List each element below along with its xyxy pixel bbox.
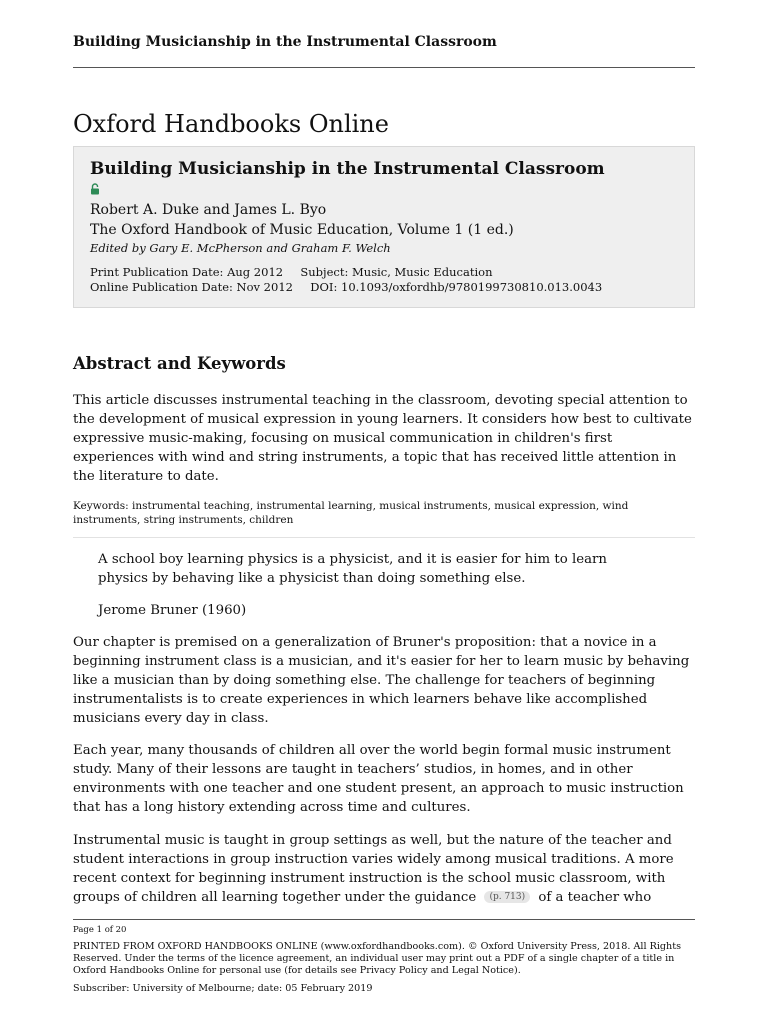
footer-divider [73, 919, 695, 920]
article-title: Building Musicianship in the Instrumental Classroom [90, 159, 605, 179]
handbook-title: The Oxford Handbook of Music Education, Volume 1 (1 ed.) [90, 222, 514, 238]
open-lock-icon [90, 183, 100, 195]
body-paragraph-2: Each year, many thousands of children all over the world begin formal music instrument study. Many of their lessons are taught in teachers’ studios, in homes, and in other environments with one teacher and one student present, an approach to music instruction that has a long history extending across time and cultures. [73, 743, 684, 815]
subject-value: Music, Music Education [352, 265, 493, 279]
online-pub-value: Nov 2012 [236, 280, 293, 294]
print-pub-value: Aug 2012 [227, 265, 284, 279]
online-pub-label: Online Publication Date: [90, 280, 233, 294]
body-paragraph-3-continuation: of a teacher who [538, 890, 652, 905]
print-pub-label: Print Publication Date: [90, 265, 224, 279]
doi-label: DOI: [310, 280, 338, 294]
online-publication-row [90, 280, 678, 295]
abstract-divider [73, 537, 695, 538]
subject-label: Subject: [300, 265, 349, 279]
page-number: Page 1 of 20 [73, 925, 127, 935]
article-info-box [73, 146, 695, 308]
abstract-heading: Abstract and Keywords [73, 354, 286, 373]
brand-title: Oxford Handbooks Online [73, 110, 389, 138]
handbook-editors: Edited by Gary E. McPherson and Graham F. Welch [90, 241, 391, 255]
keywords: Keywords: instrumental teaching, instrumental learning, musical instruments, musical expression, wind instruments, string instruments, children [73, 500, 629, 526]
print-publication-row [90, 265, 678, 280]
epigraph-attribution: Jerome Bruner (1960) [98, 603, 247, 618]
body-paragraph-1: Our chapter is premised on a generalization of Bruner's proposition: that a novice in a beginning instrument class is a musician, and it's easier for her to learn music by behaving like a musician than by doing something else. The challenge for teachers of beginning instrumentalists is to create experiences in which learners behave like accomplished musicians every day in class. [73, 635, 690, 726]
epigraph-quote: A school boy learning physics is a physicist, and it is easier for him to learn physics by behaving like a physicist than doing something else. [98, 552, 607, 586]
body-paragraph-3-text: Instrumental music is taught in group settings as well, but the nature of the teacher and student interactions in group instruction varies widely among musical traditions. A more recent context for beginning instrument instruction is the school music classroom, with groups of children all learning together under the guidance [73, 833, 674, 905]
abstract-text: This article discusses instrumental teaching in the classroom, devoting special attention to the development of musical expression in young learners. It considers how best to cultivate expressive music-making, focusing on musical communication in children's first experiences with wind and string instruments, a topic that has received little attention in the literature to date. [73, 393, 692, 484]
header-divider [73, 67, 695, 68]
page-marker: (p. 713) [484, 891, 530, 903]
article-authors: Robert A. Duke and James L. Byo [90, 202, 327, 218]
running-head: Building Musicianship in the Instrumental Classroom [73, 34, 497, 50]
doi-value[interactable]: 10.1093/oxfordhb/9780199730810.013.0043 [341, 280, 603, 294]
print-notice: PRINTED FROM OXFORD HANDBOOKS ONLINE (www.oxfordhandbooks.com). © Oxford University Press, 2018. All Rights Reserved. Under the terms of the licence agreement, an individual user may print out a PDF of a single chapter of a title in Oxford Handbooks Online for personal use (for details see Privacy Policy and Legal Notice). [73, 941, 681, 976]
body-paragraph-3 [73, 831, 697, 907]
subscriber-info: Subscriber: University of Melbourne; date: 05 February 2019 [73, 983, 373, 994]
